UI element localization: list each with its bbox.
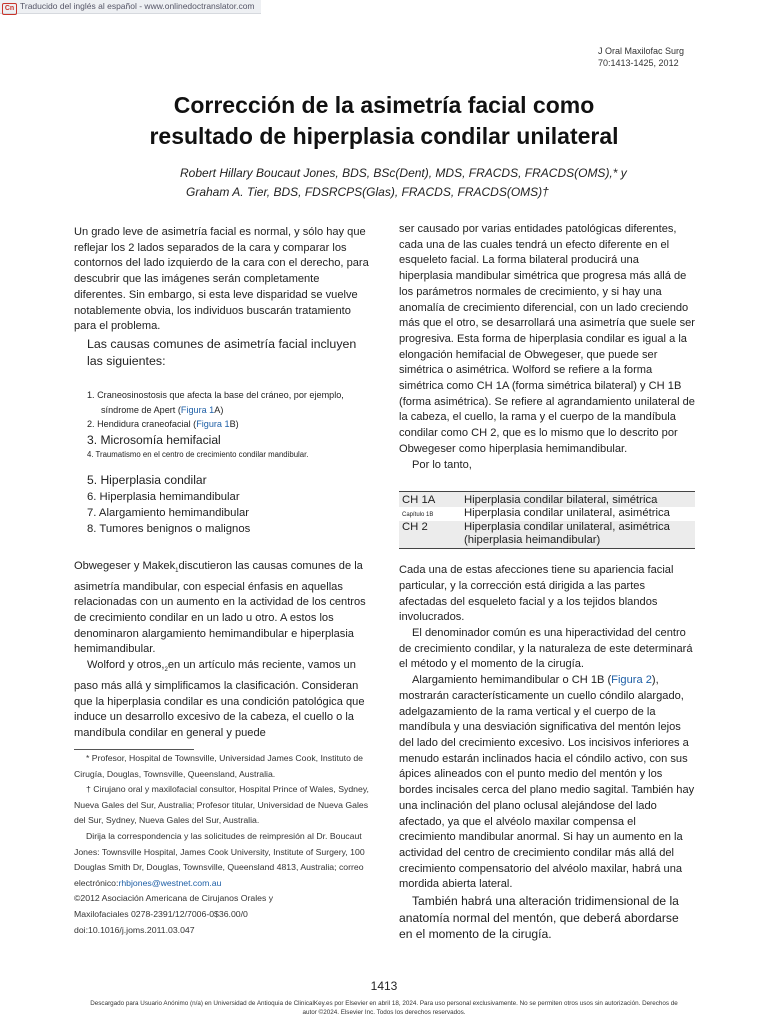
figure-1-link[interactable]: Figura 1	[180, 404, 215, 415]
page-number: 1413	[370, 979, 398, 993]
table-row	[399, 507, 695, 522]
author-1: Robert Hillary Boucaut Jones, BDS, BSc(Dent), MDS, FRACDS, FRACDS(OMS),* y	[180, 166, 627, 180]
journal-volume: 70:1413-1425, 2012	[598, 58, 679, 68]
table-cell-desc: Hiperplasia condilar unilateral, asimétrica (hiperplasia heimandibular)	[461, 521, 695, 549]
issn-line: Maxilofaciales 0278-2391/12/7006-0$36.00/0	[74, 908, 248, 919]
wolford-paragraph: Wolford y $otros,_2en$ un artículo más reciente, vamos un paso más allá y simplificamos la clasificación. Consideran que la hiperplasia condilar es una condición patológica que induce un desarrollo excesivo de la cabeza, el cuello o la mandíbula condilar en general y puede	[74, 659, 365, 740]
table-row	[399, 521, 695, 549]
list-item: 3. Microsomía hemifacial	[87, 432, 221, 447]
download-notice: Descargado para Usuario Anónimo (n/a) en Universidad de Antioquia de ClinicalKey.es por Elsevier en abril 18, 2024. Para uso personal exclusivamente. No se permiten otros usos sin autorización. Derechos de autor ©2024. Elsevier Inc. Todos los derechos reservados.	[90, 1000, 678, 1016]
journal-reference	[598, 45, 684, 69]
author-list	[180, 164, 627, 202]
list-item: 7. Alargamiento hemimandibular	[87, 506, 250, 519]
ref-1: 1	[175, 567, 179, 574]
right-paragraph-4: El denominador común es una hiperactividad del centro de crecimiento condilar, y la naturaleza de este determinará el método y el momento de la cirugía.	[399, 627, 693, 671]
table-cell-code: CH 1A	[399, 492, 461, 507]
list-item: 4. Traumatismo en el centro de crecimiento condilar mandibular.	[87, 450, 309, 460]
right-column	[399, 222, 695, 943]
table-cell-desc: Hiperplasia condilar unilateral, asimétrica	[464, 506, 670, 519]
classification-table	[399, 491, 695, 549]
list-item: 2. Hendidura craneofacial (Figura 1B)	[87, 419, 239, 430]
article-title	[60, 90, 708, 152]
figure-1-link[interactable]: Figura 1	[196, 419, 230, 430]
right-paragraph-6: También habrá una alteración tridimensional de la anatomía normal del mentón, que deberá abordarse en el momento de la cirugía.	[399, 894, 679, 942]
obwegeser-paragraph: Obwegeser y Makek$_1$discutieron las causas comunes de la asimetría mandibular, con especial énfasis en aquellas relacionadas con un aumento en la actividad de los centros de crecimiento condilar en un lado u otro. A estos los denominaron alargamiento hemimandibular e hiperplasia hemimandibular.	[74, 559, 366, 656]
doi-line: doi:10.1016/j.joms.2011.03.047	[74, 924, 195, 935]
right-paragraph-1: ser causado por varias entidades patológicas diferentes, cada una de las cuales tendrá un efecto diferente en el esqueleto facial. La forma bilateral producirá una hiperplasia mandibular simétrica que progresa más allá de los parámetros normales de crecimiento, y si hay una anomalía de crecimiento diferencial, con un lado creciendo más que el otro, se desarrollará una asimetría que suele ser progresiva. Esta forma de hiperplasia condilar es igual a la elongación hemifacial de Obwegeser, que puede ser simétrica o asimétrica. Wolford se refiere a la forma simétrica como CH 1A (forma simétrica bilateral) y CH 1B (forma asimétrica). Se refiere al agrandamiento unilateral de la cabeza, el cuello, la rama y el cuerpo de la mandíbula condilar como CH 2, que es lo mismo que lo descrito por Obwegeser como hiperplasia hemimandibular.	[399, 223, 695, 455]
list-item: 5. Hiperplasia condilar	[87, 473, 207, 488]
causes-list	[74, 388, 372, 537]
table-cell-code: Capítulo 1B	[402, 511, 434, 518]
intro-paragraph: Un grado leve de asimetría facial es normal, y sólo hay que reflejar los 2 lados separados de la cara y comparar los contornos del lado izquierdo de la cara con el derecho, para descubrir que las imágenes serán completamente diferentes. Sin embargo, si esta leve disparidad se vuelve notablemente obvia, los individuos buscarán tratamiento para el problema.	[74, 226, 369, 333]
table-cell-code: CH 2	[399, 521, 461, 549]
footnote-2: † Cirujano oral y maxilofacial consultor, Hospital Prince of Wales, Sydney, Nueva Gales del Sur, Australia; Profesor titular, Universidad de Nueva Gales del Sur, Sydney, Nueva Gales del Sur, Australia.	[74, 784, 369, 826]
list-item: 6. Hiperplasia hemimandibular	[87, 490, 240, 503]
footnote-divider	[74, 749, 194, 750]
translator-logo-icon: Cn	[2, 3, 17, 15]
therefore-line: Por lo tanto,	[412, 458, 472, 471]
list-item: 1. Craneosinostosis que afecta la base del cráneo, por ejemplo, síndrome de Apert (Figura 1A)	[87, 389, 344, 415]
ref-2: 2	[164, 667, 168, 674]
title-line-2: resultado de hiperplasia condilar unilateral	[149, 123, 619, 149]
left-column	[74, 225, 372, 742]
figure-2-link[interactable]: Figura 2	[611, 674, 652, 687]
right-paragraph-5: Alargamiento hemimandibular o CH 1B (Figura 2), mostrarán característicamente un cuello cóndilo alargado, adelgazamiento de la rama vertical y el cuerpo de la mandíbula y una desviación significativa del mentón lejos del lado del crecimiento excesivo. Los incisivos inferiores a menudo estarán inclinados hacia el cóndilo activo, con sus ápices alineados con el punto medio del mentón y los bordes incisales cerca del plano medio sagital. También hay una inclinación del plano oclusal alejándose del lado afectado, ya que el alvéolo maxilar compensa el crecimiento mandibular anormal. Si hay un aumento en la actividad del centro de crecimiento condilar más allá del crecimiento compensatorio del alvéolo maxilar, habrá una mordida abierta lateral.	[399, 674, 695, 891]
copyright-line: ©2012 Asociación Americana de Cirujanos Orales y	[74, 893, 274, 904]
author-2: Graham A. Tier, BDS, FDSRCPS(Glas), FRACDS, FRACDS(OMS)†	[186, 185, 549, 199]
list-item: 8. Tumores benignos o malignos	[87, 522, 251, 535]
translator-banner-text[interactable]: Traducido del inglés al español - www.onlinedoctranslator.com	[20, 1, 255, 11]
title-line-1: Corrección de la asimetría facial como	[173, 92, 595, 118]
email-link[interactable]: rhbjones@westnet.com.au	[118, 877, 222, 888]
correspondence-note: Dirija la correspondencia y las solicitudes de reimpresión al Dr. Boucaut Jones: Townsville Hospital, James Cook University, Institute of Surgery, 100 Douglas Smith Dr, Douglas, Townsville, Queensland 4813, Australia; correo electrónico:rhbjones@westnet.com.au	[74, 830, 365, 888]
right-paragraph-3: Cada una de estas afecciones tiene su apariencia facial particular, y la corrección está dirigida a las partes afectadas del esqueleto facial y a los tejidos blandos involucrados.	[399, 564, 674, 624]
table-cell-desc: Hiperplasia condilar bilateral, simétrica	[461, 492, 695, 507]
journal-name: J Oral Maxilofac Surg	[598, 46, 685, 56]
table-row	[399, 492, 695, 507]
translator-banner[interactable]	[0, 0, 261, 14]
footnotes	[74, 751, 374, 938]
causes-lead: Las causas comunes de asimetría facial incluyen las siguientes:	[87, 336, 357, 368]
footnote-1: * Profesor, Hospital de Townsville, Universidad James Cook, Instituto de Cirugía, Douglas, Townsville, Queensland, Australia.	[74, 753, 364, 779]
